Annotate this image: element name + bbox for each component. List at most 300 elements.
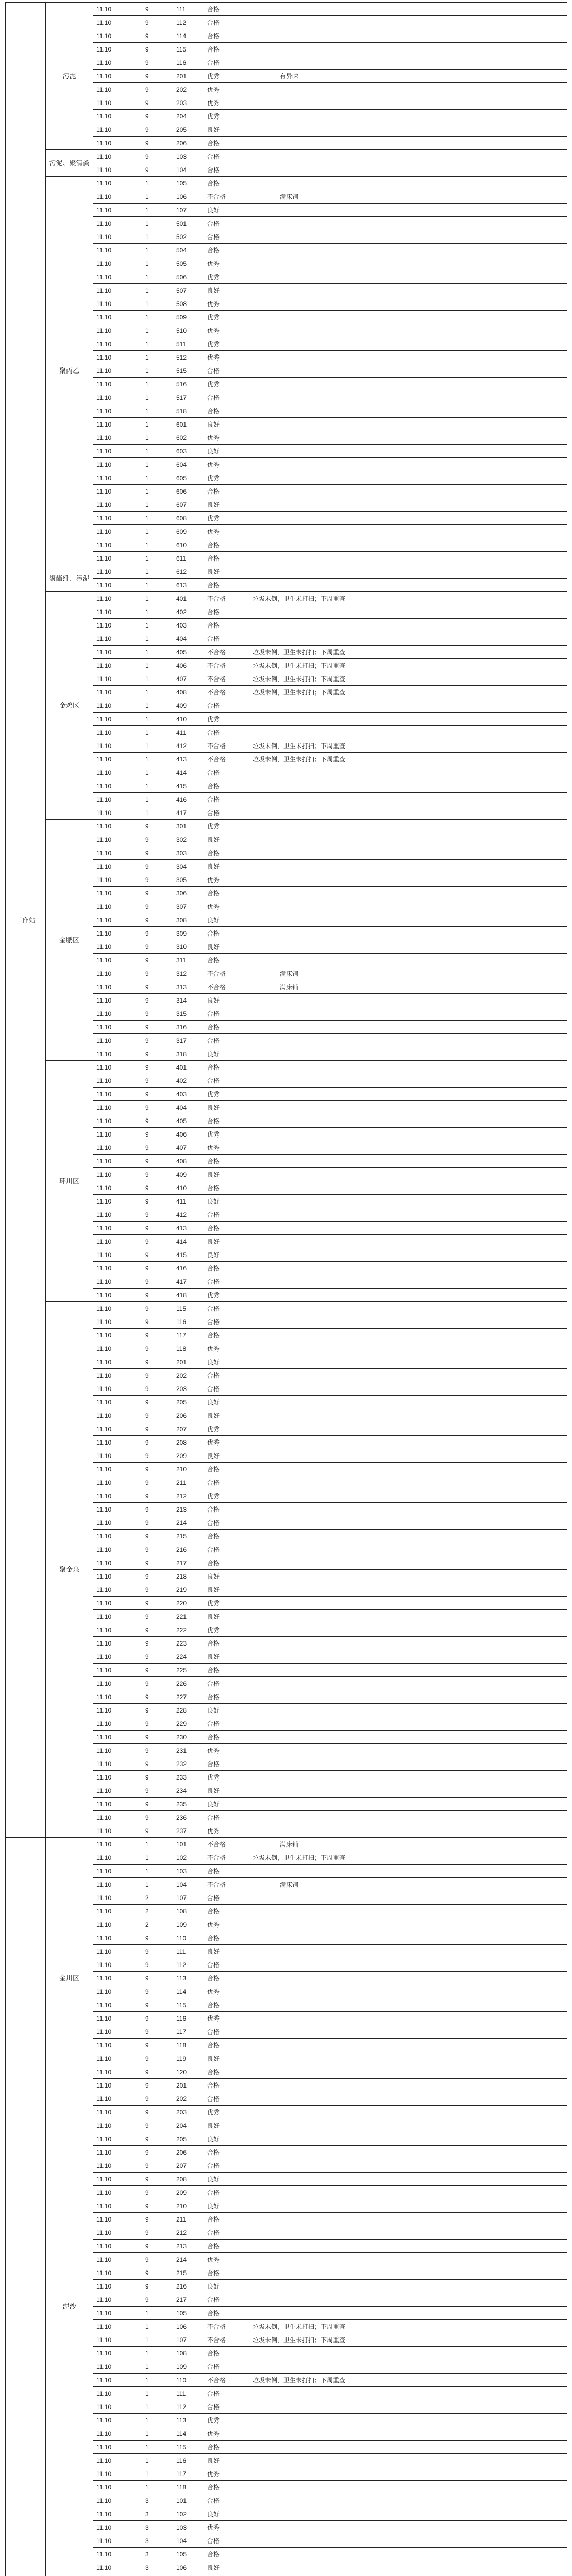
grade-cell: 合格 [204, 1329, 249, 1342]
note-cell [249, 2561, 329, 2574]
floor-cell: 9 [142, 1570, 173, 1583]
extra-cell [329, 900, 567, 913]
note-cell: 满床铺 [249, 980, 329, 994]
note-cell [249, 2280, 329, 2293]
grade-cell: 合格 [204, 1972, 249, 1985]
floor-cell: 9 [142, 83, 173, 96]
note-cell: 垃圾未倒，卫生未打扫；下周重查 [249, 686, 329, 699]
room-cell: 103 [173, 150, 204, 163]
note-cell [249, 1931, 329, 1945]
date-cell: 11.10 [93, 1168, 142, 1181]
floor-cell: 9 [142, 43, 173, 56]
group-cell: 工作站 [6, 3, 46, 1838]
room-cell: 119 [173, 2052, 204, 2065]
date-cell: 11.10 [93, 2347, 142, 2360]
floor-cell: 1 [142, 512, 173, 525]
room-cell: 418 [173, 1289, 204, 1302]
date-cell: 11.10 [93, 16, 142, 29]
note-cell [249, 1382, 329, 1396]
date-cell: 11.10 [93, 646, 142, 659]
extra-cell [329, 2427, 567, 2441]
extra-cell [329, 190, 567, 204]
extra-cell [329, 713, 567, 726]
extra-cell [329, 820, 567, 833]
extra-cell [329, 2240, 567, 2253]
floor-cell: 9 [142, 980, 173, 994]
grade-cell: 合格 [204, 2360, 249, 2374]
floor-cell: 1 [142, 619, 173, 632]
extra-cell [329, 2065, 567, 2079]
date-cell: 11.10 [93, 1302, 142, 1315]
room-cell: 209 [173, 2186, 204, 2199]
date-cell: 11.10 [93, 994, 142, 1007]
room-cell: 102 [173, 1851, 204, 1865]
floor-cell: 1 [142, 646, 173, 659]
room-cell: 108 [173, 2347, 204, 2360]
grade-cell: 合格 [204, 1811, 249, 1824]
extra-cell [329, 351, 567, 364]
extra-cell [329, 2481, 567, 2494]
room-cell: 605 [173, 471, 204, 485]
extra-cell [329, 779, 567, 793]
grade-cell: 合格 [204, 1463, 249, 1476]
date-cell: 11.10 [93, 1931, 142, 1945]
room-cell: 205 [173, 2132, 204, 2146]
note-cell [249, 56, 329, 70]
floor-cell: 9 [142, 2240, 173, 2253]
grade-cell: 良好 [204, 1101, 249, 1114]
room-cell: 607 [173, 498, 204, 512]
floor-cell: 9 [142, 1958, 173, 1972]
date-cell: 11.10 [93, 1369, 142, 1382]
note-cell [249, 1155, 329, 1168]
floor-cell: 9 [142, 1422, 173, 1436]
building-cell [46, 2494, 93, 2576]
grade-cell: 良好 [204, 2454, 249, 2467]
note-cell [249, 1088, 329, 1101]
date-cell: 11.10 [93, 672, 142, 686]
extra-cell [329, 2280, 567, 2293]
note-cell [249, 2441, 329, 2454]
room-cell: 107 [173, 204, 204, 217]
date-cell: 11.10 [93, 1342, 142, 1355]
grade-cell: 良好 [204, 1409, 249, 1422]
building-cell: 金川区 [46, 1838, 93, 2119]
date-cell: 11.10 [93, 2507, 142, 2521]
note-cell [249, 163, 329, 177]
note-cell [249, 1985, 329, 1998]
date-cell: 11.10 [93, 404, 142, 418]
note-cell: 有异味 [249, 70, 329, 83]
date-cell: 11.10 [93, 257, 142, 270]
date-cell: 11.10 [93, 2106, 142, 2119]
room-cell: 101 [173, 2494, 204, 2507]
grade-cell: 合格 [204, 2400, 249, 2414]
floor-cell: 9 [142, 1623, 173, 1637]
grade-cell: 优秀 [204, 1489, 249, 1503]
note-cell [249, 1128, 329, 1141]
floor-cell: 9 [142, 2293, 173, 2307]
floor-cell: 9 [142, 846, 173, 860]
extra-cell [329, 1422, 567, 1436]
room-cell: 104 [173, 1878, 204, 1891]
grade-cell: 优秀 [204, 2106, 249, 2119]
grade-cell: 良好 [204, 1449, 249, 1463]
floor-cell: 1 [142, 204, 173, 217]
date-cell: 11.10 [93, 2132, 142, 2146]
floor-cell: 9 [142, 1396, 173, 1409]
date-cell: 11.10 [93, 2039, 142, 2052]
note-cell [249, 458, 329, 471]
floor-cell: 9 [142, 1704, 173, 1717]
floor-cell: 9 [142, 1717, 173, 1731]
floor-cell [142, 2574, 173, 2576]
date-cell: 11.10 [93, 913, 142, 927]
date-cell: 11.10 [93, 2441, 142, 2454]
extra-cell [329, 2226, 567, 2240]
room-cell: 608 [173, 512, 204, 525]
floor-cell: 9 [142, 1181, 173, 1195]
floor-cell: 3 [142, 2521, 173, 2534]
floor-cell: 1 [142, 284, 173, 297]
date-cell: 11.10 [93, 418, 142, 431]
extra-cell [329, 1503, 567, 1516]
note-cell [249, 1958, 329, 1972]
grade-cell: 优秀 [204, 2467, 249, 2481]
grade-cell: 合格 [204, 1690, 249, 1704]
grade-cell: 优秀 [204, 458, 249, 471]
room-cell: 410 [173, 1181, 204, 1195]
floor-cell: 1 [142, 1838, 173, 1851]
date-cell: 11.10 [93, 1865, 142, 1878]
extra-cell [329, 1891, 567, 1905]
note-cell [249, 2574, 329, 2576]
extra-cell [329, 1034, 567, 1047]
note-cell: 垃圾未倒，卫生未打扫；下周重查 [249, 659, 329, 672]
grade-cell: 良好 [204, 565, 249, 579]
room-cell: 106 [173, 190, 204, 204]
room-cell: 206 [173, 1409, 204, 1422]
extra-cell [329, 177, 567, 190]
extra-cell [329, 699, 567, 713]
extra-cell [329, 1811, 567, 1824]
grade-cell: 合格 [204, 927, 249, 940]
extra-cell [329, 1155, 567, 1168]
room-cell: 215 [173, 1530, 204, 1543]
date-cell: 11.10 [93, 1128, 142, 1141]
grade-cell: 良好 [204, 284, 249, 297]
date-cell: 11.10 [93, 927, 142, 940]
note-cell [249, 485, 329, 498]
date-cell: 11.10 [93, 2414, 142, 2427]
floor-cell: 9 [142, 2119, 173, 2132]
date-cell: 11.10 [93, 1583, 142, 1597]
note-cell [249, 2454, 329, 2467]
grade-cell: 优秀 [204, 378, 249, 391]
grade-cell: 合格 [204, 2079, 249, 2092]
floor-cell: 1 [142, 766, 173, 779]
room-cell: 206 [173, 2146, 204, 2159]
floor-cell: 1 [142, 324, 173, 337]
extra-cell [329, 1972, 567, 1985]
extra-cell [329, 1074, 567, 1088]
room-cell: 118 [173, 2039, 204, 2052]
extra-cell [329, 619, 567, 632]
date-cell: 11.10 [93, 954, 142, 967]
grade-cell: 良好 [204, 940, 249, 954]
date-cell: 11.10 [93, 43, 142, 56]
date-cell: 11.10 [93, 2012, 142, 2025]
note-cell [249, 2240, 329, 2253]
grade-cell: 合格 [204, 1007, 249, 1021]
room-cell: 202 [173, 1369, 204, 1382]
note-cell [249, 2199, 329, 2213]
date-cell: 11.10 [93, 1744, 142, 1757]
note-cell [249, 1315, 329, 1329]
extra-cell [329, 1181, 567, 1195]
floor-cell: 1 [142, 458, 173, 471]
date-cell: 11.10 [93, 297, 142, 311]
grade-cell: 优秀 [204, 1289, 249, 1302]
note-cell [249, 2052, 329, 2065]
floor-cell: 9 [142, 2199, 173, 2213]
date-cell: 11.10 [93, 230, 142, 244]
note-cell [249, 2360, 329, 2374]
room-cell: 113 [173, 2414, 204, 2427]
grade-cell: 良好 [204, 1945, 249, 1958]
grade-cell [204, 2574, 249, 2576]
note-cell [249, 1141, 329, 1155]
room-cell: 104 [173, 2534, 204, 2548]
room-cell: 411 [173, 1195, 204, 1208]
floor-cell: 9 [142, 1690, 173, 1704]
floor-cell: 9 [142, 3, 173, 16]
room-cell: 214 [173, 2253, 204, 2266]
note-cell [249, 1570, 329, 1583]
grade-cell: 良好 [204, 2173, 249, 2186]
extra-cell [329, 659, 567, 672]
grade-cell: 合格 [204, 1503, 249, 1516]
room-cell: 401 [173, 1061, 204, 1074]
grade-cell: 合格 [204, 1315, 249, 1329]
note-cell [249, 297, 329, 311]
group-cell [6, 1838, 46, 2576]
grade-cell: 良好 [204, 1355, 249, 1369]
table-row [6, 820, 567, 833]
extra-cell [329, 1865, 567, 1878]
note-cell [249, 820, 329, 833]
extra-cell [329, 1061, 567, 1074]
note-cell [249, 204, 329, 217]
floor-cell: 3 [142, 2548, 173, 2561]
floor-cell: 1 [142, 431, 173, 445]
grade-cell: 合格 [204, 2039, 249, 2052]
note-cell [249, 833, 329, 846]
floor-cell: 1 [142, 1851, 173, 1865]
note-cell [249, 2347, 329, 2360]
note-cell [249, 1543, 329, 1556]
date-cell: 11.10 [93, 1396, 142, 1409]
floor-cell: 1 [142, 337, 173, 351]
floor-cell: 1 [142, 2427, 173, 2441]
date-cell: 11.10 [93, 1489, 142, 1503]
grade-cell: 合格 [204, 552, 249, 565]
building-cell: 污泥、聚清粪 [46, 150, 93, 177]
date-cell: 11.10 [93, 1422, 142, 1436]
note-cell [249, 391, 329, 404]
room-cell: 201 [173, 1355, 204, 1369]
grade-cell: 优秀 [204, 311, 249, 324]
note-cell [249, 96, 329, 110]
room-cell: 408 [173, 1155, 204, 1168]
room-cell: 204 [173, 2119, 204, 2132]
date-cell: 11.10 [93, 2481, 142, 2494]
floor-cell: 3 [142, 2507, 173, 2521]
floor-cell: 1 [142, 579, 173, 592]
grade-cell: 良好 [204, 2280, 249, 2293]
floor-cell: 9 [142, 56, 173, 70]
room-cell: 118 [173, 1342, 204, 1355]
room-cell: 311 [173, 954, 204, 967]
room-cell: 116 [173, 2454, 204, 2467]
grade-cell: 合格 [204, 163, 249, 177]
grade-cell: 优秀 [204, 873, 249, 887]
room-cell: 112 [173, 1958, 204, 1972]
room-cell: 216 [173, 2280, 204, 2293]
room-cell: 223 [173, 1637, 204, 1650]
date-cell: 11.10 [93, 2467, 142, 2481]
grade-cell: 不合格 [204, 2333, 249, 2347]
note-cell [249, 2025, 329, 2039]
date-cell: 11.10 [93, 1570, 142, 1583]
extra-cell [329, 766, 567, 779]
room-cell: 226 [173, 1677, 204, 1690]
extra-cell [329, 1315, 567, 1329]
extra-cell [329, 2374, 567, 2387]
date-cell: 11.10 [93, 2199, 142, 2213]
grade-cell: 不合格 [204, 190, 249, 204]
note-cell [249, 954, 329, 967]
extra-cell [329, 913, 567, 927]
room-cell: 208 [173, 1436, 204, 1449]
extra-cell [329, 1985, 567, 1998]
note-cell [249, 1690, 329, 1704]
grade-cell: 优秀 [204, 512, 249, 525]
floor-cell: 1 [142, 351, 173, 364]
date-cell: 11.10 [93, 471, 142, 485]
floor-cell: 9 [142, 1436, 173, 1449]
note-cell [249, 2494, 329, 2507]
room-cell: 203 [173, 2106, 204, 2119]
note-cell [249, 699, 329, 713]
floor-cell: 9 [142, 1141, 173, 1155]
grade-cell: 合格 [204, 766, 249, 779]
date-cell: 11.10 [93, 70, 142, 83]
grade-cell: 良好 [204, 1047, 249, 1061]
room-cell: 205 [173, 123, 204, 137]
date-cell: 11.10 [93, 1503, 142, 1516]
grade-cell: 合格 [204, 887, 249, 900]
table-row [6, 592, 567, 605]
floor-cell: 1 [142, 2454, 173, 2467]
room-cell: 106 [173, 2561, 204, 2574]
note-cell [249, 538, 329, 552]
grade-cell: 不合格 [204, 672, 249, 686]
floor-cell: 1 [142, 2387, 173, 2400]
room-cell: 208 [173, 2173, 204, 2186]
grade-cell: 优秀 [204, 110, 249, 123]
extra-cell [329, 163, 567, 177]
date-cell: 11.10 [93, 2454, 142, 2467]
extra-cell [329, 1570, 567, 1583]
floor-cell: 9 [142, 2106, 173, 2119]
note-cell [249, 2467, 329, 2481]
extra-cell [329, 43, 567, 56]
extra-cell [329, 1289, 567, 1302]
extra-cell [329, 980, 567, 994]
date-cell: 11.10 [93, 1463, 142, 1476]
extra-cell [329, 2400, 567, 2414]
floor-cell: 9 [142, 29, 173, 43]
floor-cell: 9 [142, 1744, 173, 1757]
date-cell: 11.10 [93, 1436, 142, 1449]
date-cell: 11.10 [93, 284, 142, 297]
date-cell: 11.10 [93, 2307, 142, 2320]
extra-cell [329, 471, 567, 485]
grade-cell: 合格 [204, 43, 249, 56]
grade-cell: 优秀 [204, 297, 249, 311]
grade-cell: 优秀 [204, 1623, 249, 1637]
date-cell: 11.10 [93, 378, 142, 391]
date-cell: 11.10 [93, 1114, 142, 1128]
room-cell: 309 [173, 927, 204, 940]
note-cell [249, 2146, 329, 2159]
date-cell: 11.10 [93, 150, 142, 163]
note-cell: 满床铺 [249, 967, 329, 980]
extra-cell [329, 311, 567, 324]
grade-cell: 良好 [204, 1248, 249, 1262]
grade-cell: 合格 [204, 1931, 249, 1945]
room-cell: 210 [173, 2199, 204, 2213]
floor-cell: 1 [142, 418, 173, 431]
extra-cell [329, 860, 567, 873]
floor-cell: 9 [142, 1047, 173, 1061]
date-cell: 11.10 [93, 779, 142, 793]
date-cell: 11.10 [93, 96, 142, 110]
room-cell: 613 [173, 579, 204, 592]
note-cell: 满床铺 [249, 1878, 329, 1891]
floor-cell: 9 [142, 96, 173, 110]
room-cell: 404 [173, 1101, 204, 1114]
note-cell [249, 16, 329, 29]
room-cell: 110 [173, 2374, 204, 2387]
note-cell [249, 1998, 329, 2012]
room-cell: 237 [173, 1824, 204, 1838]
floor-cell: 9 [142, 1824, 173, 1838]
room-cell: 105 [173, 177, 204, 190]
extra-cell [329, 1931, 567, 1945]
extra-cell [329, 1958, 567, 1972]
grade-cell: 优秀 [204, 1744, 249, 1757]
date-cell: 11.10 [93, 2320, 142, 2333]
extra-cell [329, 244, 567, 257]
floor-cell: 1 [142, 2467, 173, 2481]
extra-cell [329, 873, 567, 887]
floor-cell: 9 [142, 1610, 173, 1623]
date-cell: 11.10 [93, 860, 142, 873]
room-cell: 410 [173, 713, 204, 726]
date-cell: 11.10 [93, 1597, 142, 1610]
